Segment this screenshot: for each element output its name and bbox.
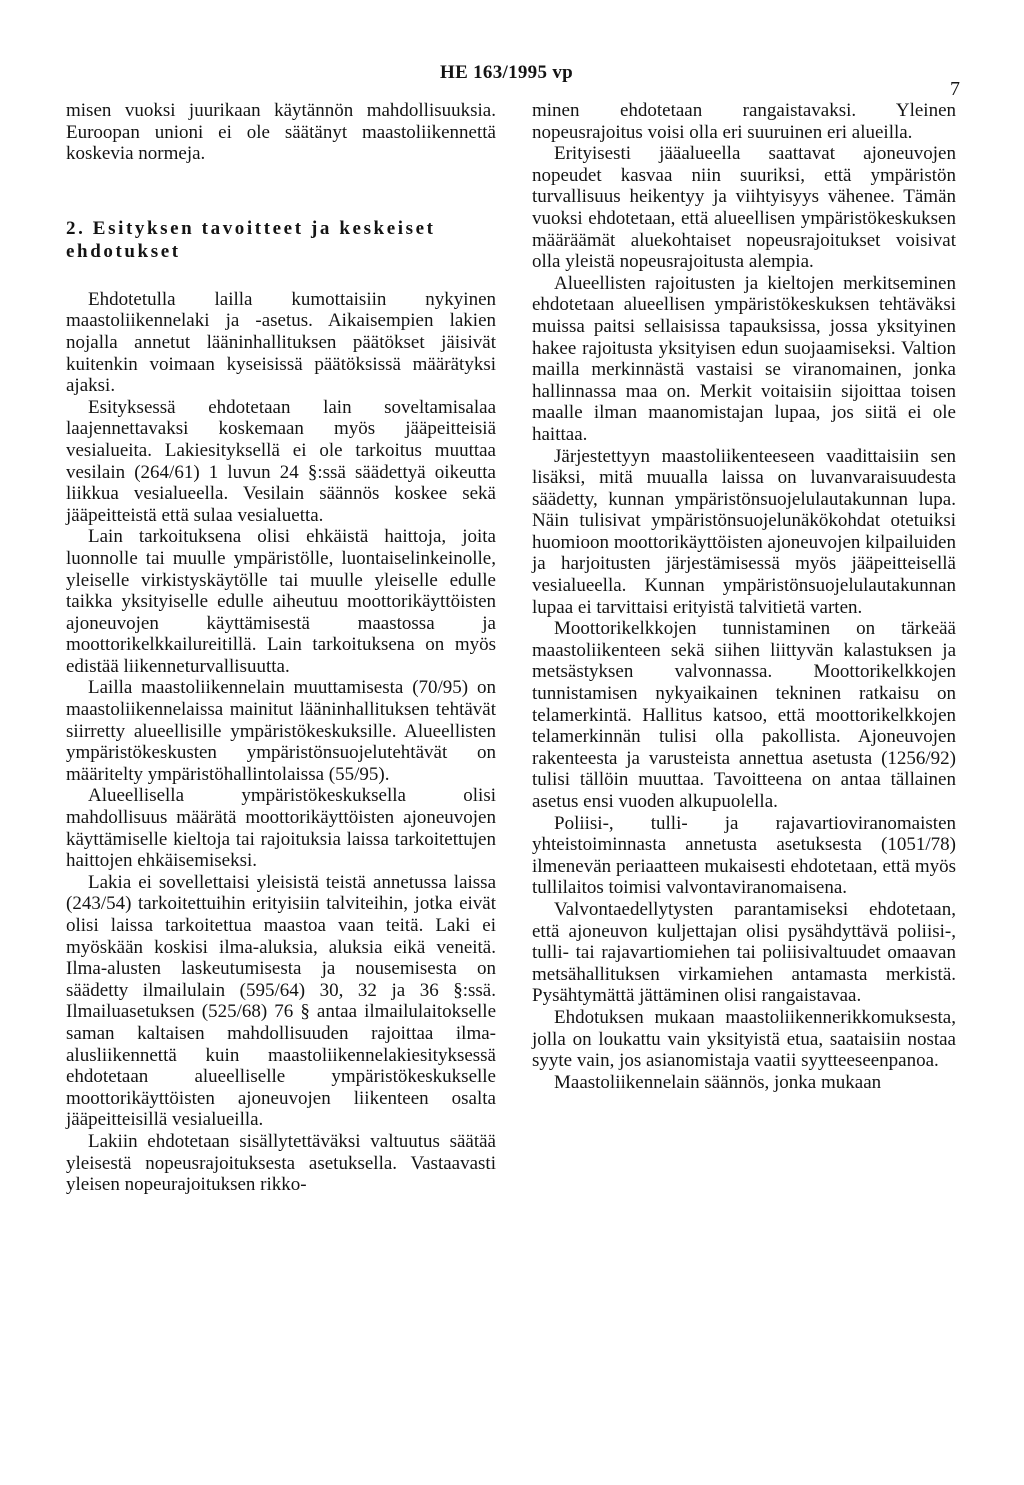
right-paragraph: Alueellisten rajoitusten ja kieltojen merkitseminen ehdotetaan alueellisen ympäristökeskuksen tehtäväksi muissa paitsi sellaisissa tapauksissa, jossa yksityinen hakee rajoitusta yksityisen edun suojaamiseksi. Valtion mailla merkinnästä vastaisi se viranomainen, jonka hallinnassa maa on. Merkit voitaisiin sijoittaa toisen maalle ilman maanomistajan lupaa, jos siitä ei ole haittaa. xyxy=(532,272,956,445)
left-paragraph: Lakiin ehdotetaan sisällytettäväksi valtuutus säätää yleisestä nopeusrajoituksesta asetuksella. Vastaavasti yleisen nopeurajoituksen rikko- xyxy=(66,1130,496,1196)
section-heading: 2. Esityksen tavoitteet ja keskeiset ehdotukset xyxy=(66,217,436,262)
right-paragraph: Poliisi-, tulli- ja rajavartioviranomaisten yhteistoiminnasta annetusta asetuksesta (1051/78) ilmenevän periaatteen mukaisesti ehdotetaan, että myös tullilaitos toimisi valvontaviranomaisena. xyxy=(532,812,956,899)
spacer xyxy=(66,263,496,289)
right-paragraph: Moottorikelkkojen tunnistaminen on tärkeää maastoliikenteen sekä siihen liittyvän kalastuksen ja metsästyksen valvonnassa. Moottorikelkkojen tunnistamisen nykyaikainen tekninen ratkaisu on telamerkintä. Hallitus katsoo, että moottorikelkkojen telamerkinnän tulisi olla pakollista. Ajoneuvojen rakenteesta ja varusteista annettua asetusta (1256/92) tulisi tällöin muuttaa. Tavoitteena on antaa tällainen asetus ensi vuoden alkupuolella. xyxy=(532,618,956,812)
spacer xyxy=(66,165,496,217)
left-paragraph: Lain tarkoituksena olisi ehkäistä haittoja, joita luonnolle tai muulle ympäristölle, luontaiselinkeinolle, yleiselle virkistyskäytölle tai muulle yleiselle edulle taikka yksityiselle edulle aiheutuu moottorikäyttöisten ajoneuvojen käyttämisestä maastossa ja moottorikelkkailureitillä. Lain tarkoituksena on myös edistää liikenneturvallisuutta. xyxy=(66,526,496,677)
left-paragraph: Alueellisella ympäristökeskuksella olisi mahdollisuus määrätä moottorikäyttöisten ajoneuvojen käyttämiselle kieltoja tai rajoituksia laissa tarkoitettujen haittojen ehkäisemiseksi. xyxy=(66,785,496,872)
right-continuation-paragraph: minen ehdotetaan rangaistavaksi. Yleinen nopeusrajoitus voisi olla eri suuruinen eri alueilla. xyxy=(532,100,956,143)
left-paragraph: Lakia ei sovellettaisi yleisistä teistä annetussa laissa (243/54) tarkoitettuihin erityisiin talviteihin, jotka eivät olisi laissa tarkoitettua maastoa vaan teitä. Laki ei myöskään koskisi ilma-aluksia, aluksia eikä veneitä. Ilma-alusten laskeutumisesta ja nousemisesta on säädetty ilmailulain (595/64) 30, 32 ja 36 §:ssä. Ilmailuasetuksen (525/68) 76 § antaa ilmailulaitokselle saman kaltaisen mahdollisuuden rajoittaa ilma-alusliikennettä kuin maastoliikennelakiesityksessä ehdotetaan alueelliselle ympäristökeskukselle moottorikäyttöisten ajoneuvojen liikenteen osalta jääpeitteisillä vesialueilla. xyxy=(66,871,496,1131)
page-header xyxy=(0,62,1024,100)
left-intro-paragraph: misen vuoksi juurikaan käytännön mahdollisuuksia. Euroopan unioni ei ole säätänyt maastoliikennettä koskevia normeja. xyxy=(66,100,496,165)
right-paragraph: Erityisesti jääalueella saattavat ajoneuvojen nopeudet kasvaa niin suuriksi, että ympäristön turvallisuus heikentyy ja viihtyisyys vähenee. Tämän vuoksi ehdotetaan, että alueellisen ympäristökeskuksen määräämät aluekohtaiset nopeusrajoitukset voisivat olla yleistä nopeusrajoitusta alempia. xyxy=(532,143,956,273)
right-column xyxy=(532,100,956,1093)
document-title: HE 163/1995 vp xyxy=(440,62,573,83)
left-paragraph: Esityksessä ehdotetaan lain soveltamisalaa laajennettavaksi koskemaan myös jääpeitteisiä vesialueita. Lakiesityksellä ei ole tarkoitus muuttaa vesilain (264/61) 1 luvun 24 §:ssä säädettyä oikeutta liikkua vesialueella. Vesilain säännös koskee sekä jääpeitteistä että sulaa vesialuetta. xyxy=(66,396,496,526)
right-paragraph: Järjestettyyn maastoliikenteeseen vaadittaisiin sen lisäksi, mitä muualla laissa on luvanvaraisuudesta säädetty, kunnan ympäristönsuojelulautakunnan lupa. Näin tulisivat ympäristönsuojelunäkökohdat otetuiksi huomioon moottorikäyttöisten ajoneuvojen kilpailuiden ja harjoitusten järjestämisessä myös jääpeitteisellä vesialueella. Kunnan ympäristönsuojelulautakunnan lupaa ei tarvittaisi erityistä talvitietä varten. xyxy=(532,445,956,618)
left-paragraph: Ehdotetulla lailla kumottaisiin nykyinen maastoliikennelaki ja -asetus. Aikaisempien lakien nojalla annetut lääninhallituksen päätökset jäisivät kuitenkin voimaan kyseisissä päätöksissä määrätyksi ajaksi. xyxy=(66,288,496,397)
right-paragraph: Valvontaedellytysten parantamiseksi ehdotetaan, että ajoneuvon kuljettajan olisi pysähdyttävä poliisi-, tulli- tai rajavartiomiehen tai poliisivaltuudet omaavan metsähallituksen virkamiehen antamasta merkistä. Pysähtymättä jättäminen olisi rangaistavaa. xyxy=(532,898,956,1007)
right-paragraph: Ehdotuksen mukaan maastoliikennerikkomuksesta, jolla on loukattu vain yksityistä etua, saataisiin nostaa syyte vain, jos asianomistaja vaatii syytteeseenpanoa. xyxy=(532,1006,956,1072)
left-column xyxy=(66,100,496,1196)
page-number: 7 xyxy=(950,78,960,100)
left-paragraph: Lailla maastoliikennelain muuttamisesta (70/95) on maastoliikennelaissa mainitut lääninhallituksen tehtävät siirretty alueellisille ympäristökeskuksille. Alueellisten ympäristökeskusten ympäristönsuojelutehtävät on määritelty ympäristöhallintolaissa (55/95). xyxy=(66,677,496,785)
right-paragraph: Maastoliikennelain säännös, jonka mukaan xyxy=(554,1071,882,1093)
